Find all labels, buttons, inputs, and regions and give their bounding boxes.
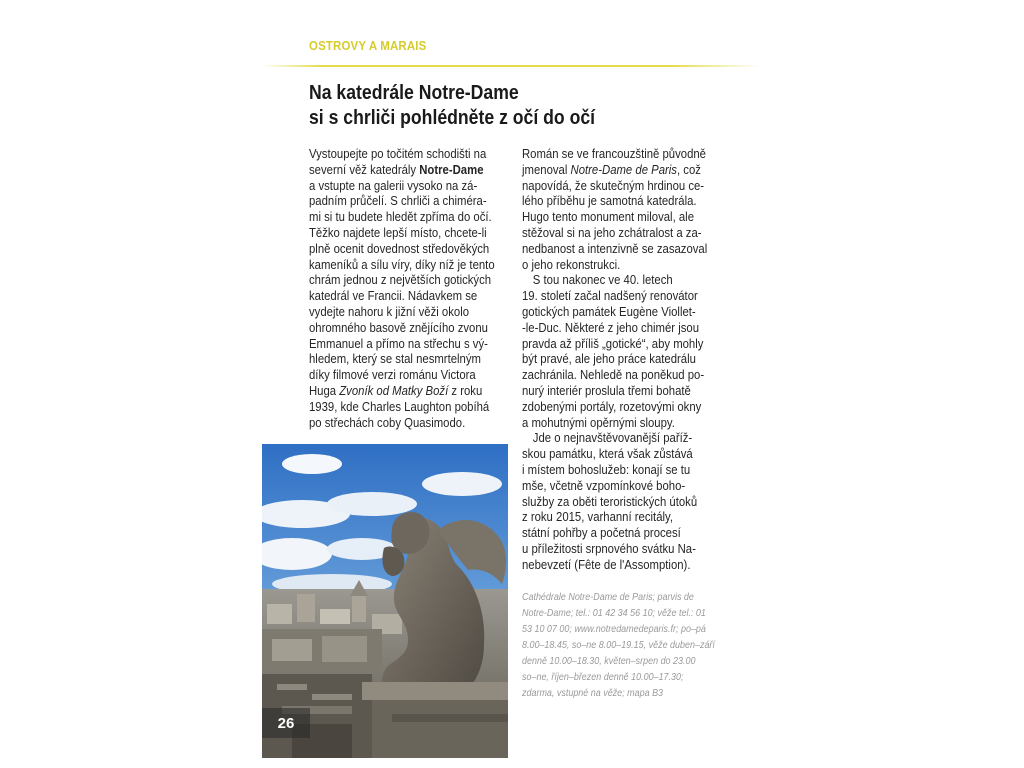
headline-line-1: Na katedrále Notre-Dame bbox=[309, 81, 519, 104]
text-line bbox=[309, 384, 494, 400]
text-line bbox=[309, 400, 494, 416]
text-run: chrám jednou z největších gotických bbox=[309, 273, 492, 288]
text-line bbox=[522, 416, 707, 432]
text-run: Těžko najdete lepší místo, chcete-li bbox=[309, 225, 487, 240]
text-run: Zvoník od Matky Boží bbox=[339, 383, 449, 398]
text-line bbox=[522, 163, 707, 179]
text-line bbox=[522, 179, 707, 195]
text-line bbox=[522, 542, 707, 558]
page-number: 26 bbox=[262, 708, 310, 738]
text-run: Notre-Dame de Paris bbox=[570, 162, 677, 177]
info-line: so–ne, říjen–březen denně 10.00–17.30; bbox=[522, 672, 684, 683]
info-line: 8.00–18.45, so–ne 8.00–19.15, věže duben–září bbox=[522, 640, 715, 651]
text-run: státní pohřby a početná procesí bbox=[522, 526, 681, 541]
info-line: 53 10 07 00; www.notredamedeparis.fr; po–pá bbox=[522, 624, 706, 635]
text-line bbox=[309, 242, 494, 258]
info-line: zdarma, vstupné na věže; mapa B3 bbox=[522, 688, 664, 699]
text-run: služby za oběti teroristických útoků bbox=[522, 494, 698, 509]
text-line bbox=[309, 289, 494, 305]
text-line bbox=[309, 321, 494, 337]
text-run: a mohutnými opěrnými sloupy. bbox=[522, 415, 675, 430]
text-run: lého příběhu je samotná katedrála. bbox=[522, 194, 697, 209]
text-line bbox=[522, 558, 707, 574]
text-run: zachránila. Nehledě na poněkud po- bbox=[522, 368, 705, 383]
text-line bbox=[522, 510, 707, 526]
text-run: katedrál ve Francii. Nádavkem se bbox=[309, 289, 478, 304]
text-run: plně ocenit dovednost středověkých bbox=[309, 241, 490, 256]
text-run: hledem, který se stal nesmrtelným bbox=[309, 352, 481, 367]
text-line bbox=[309, 352, 494, 368]
info-line: Notre-Dame; tel.: 01 42 34 56 10; věže tel.: 01 bbox=[522, 608, 706, 619]
text-run: Jde o nejnavštěvovanější paříž- bbox=[532, 431, 693, 446]
info-line: denně 10.00–18.30, květen–srpen do 23.00 bbox=[522, 656, 696, 667]
text-run: padním průčelí. S chrliči a chiméra- bbox=[309, 194, 487, 209]
text-run: vydejte nahoru k jižní věži okolo bbox=[309, 304, 470, 319]
text-line bbox=[522, 258, 707, 274]
text-run: 19. století začal nadšený renovátor bbox=[522, 289, 698, 304]
text-run: Emmanuel a přímo na střechu s vý- bbox=[309, 336, 488, 351]
text-line bbox=[309, 337, 494, 353]
text-run: nurý interiér proslula třemi bohatě bbox=[522, 383, 691, 398]
text-line bbox=[522, 447, 707, 463]
text-line bbox=[309, 416, 494, 432]
text-run: kameníků a sílu víry, díky níž je tento bbox=[309, 257, 495, 272]
text-run: S tou nakonec ve 40. letech bbox=[532, 273, 673, 288]
text-run: pravda až příliš „gotické“, aby mohly bbox=[522, 336, 704, 351]
text-line bbox=[309, 226, 494, 242]
text-line bbox=[522, 463, 707, 479]
text-run: napovídá, že skutečným hrdinou ce- bbox=[522, 178, 705, 193]
text-line bbox=[522, 289, 707, 305]
text-line bbox=[522, 210, 707, 226]
text-run: stěžoval si na jeho zchátralost a za- bbox=[522, 225, 702, 240]
text-run: zdobenými portály, rozetovými okny bbox=[522, 399, 702, 414]
text-line bbox=[522, 479, 707, 495]
text-line bbox=[309, 258, 494, 274]
section-label: OSTROVY A MARAIS bbox=[309, 38, 427, 53]
text-line bbox=[522, 431, 707, 447]
text-line bbox=[522, 352, 707, 368]
text-line bbox=[309, 273, 494, 289]
text-line bbox=[522, 337, 707, 353]
text-run: gotických památek Eugène Viollet- bbox=[522, 304, 696, 319]
text-line bbox=[522, 526, 707, 542]
text-line bbox=[522, 400, 707, 416]
text-line bbox=[522, 147, 707, 163]
text-run: nebevzetí (Fête de l'Assomption). bbox=[522, 557, 691, 572]
text-run: Hugo tento monument miloval, ale bbox=[522, 210, 694, 225]
text-line bbox=[309, 179, 494, 195]
text-line bbox=[522, 384, 707, 400]
text-run: jmenoval bbox=[522, 162, 571, 177]
text-run: i místem bohoslužeb: konají se tu bbox=[522, 462, 691, 477]
info-line: Cathédrale Notre-Dame de Paris; parvis de bbox=[522, 592, 694, 603]
text-run: severní věž katedrály bbox=[309, 162, 420, 177]
text-run: Román se ve francouzštině původně bbox=[522, 147, 706, 161]
section-rule bbox=[262, 65, 760, 67]
text-line bbox=[309, 210, 494, 226]
text-line bbox=[522, 194, 707, 210]
left-text-column bbox=[309, 147, 514, 431]
text-line bbox=[522, 273, 707, 289]
headline-line-2: si s chrliči pohlédněte z očí do očí bbox=[309, 106, 596, 129]
text-run: z roku bbox=[448, 383, 483, 398]
text-run: Notre-Dame bbox=[419, 162, 484, 177]
text-line bbox=[309, 163, 494, 179]
text-run: o jeho rekonstrukci. bbox=[522, 257, 621, 272]
text-line bbox=[522, 321, 707, 337]
right-text-column bbox=[522, 147, 727, 574]
text-run: skou památku, která však zůstává bbox=[522, 447, 693, 462]
text-line bbox=[522, 305, 707, 321]
text-run: Vystoupejte po točitém schodišti na bbox=[309, 147, 487, 161]
text-run: Huga bbox=[309, 383, 340, 398]
text-run: nedbanost a intenzivně se zasazoval bbox=[522, 241, 708, 256]
text-run: -le-Duc. Některé z jeho chimér jsou bbox=[522, 320, 700, 335]
text-run: mi si tu budete hledět zpříma do očí. bbox=[309, 210, 492, 225]
text-run: 1939, kde Charles Laughton pobíhá bbox=[309, 399, 490, 414]
text-line bbox=[522, 368, 707, 384]
text-line bbox=[522, 226, 707, 242]
text-run: mše, včetně vzpomínkové boho- bbox=[522, 478, 686, 493]
text-run: díky filmové verzi románu Victora bbox=[309, 368, 476, 383]
text-run: po střechách coby Quasimodo. bbox=[309, 415, 466, 430]
text-run: u příležitosti srpnového svátku Na- bbox=[522, 541, 696, 556]
headline bbox=[309, 80, 670, 130]
text-run: z roku 2015, varhanní recitály, bbox=[522, 510, 674, 525]
text-line bbox=[522, 242, 707, 258]
text-line bbox=[309, 147, 494, 163]
text-run: být pravé, ale jeho práce katedrálu bbox=[522, 352, 696, 367]
text-line bbox=[522, 495, 707, 511]
text-run: , což bbox=[676, 162, 701, 177]
text-run: ohromného basově znějícího zvonu bbox=[309, 320, 488, 335]
text-line bbox=[309, 194, 494, 210]
text-line bbox=[309, 368, 494, 384]
text-run: a vstupte na galerii vysoko na zá- bbox=[309, 178, 478, 193]
info-box bbox=[522, 590, 732, 702]
text-line bbox=[309, 305, 494, 321]
